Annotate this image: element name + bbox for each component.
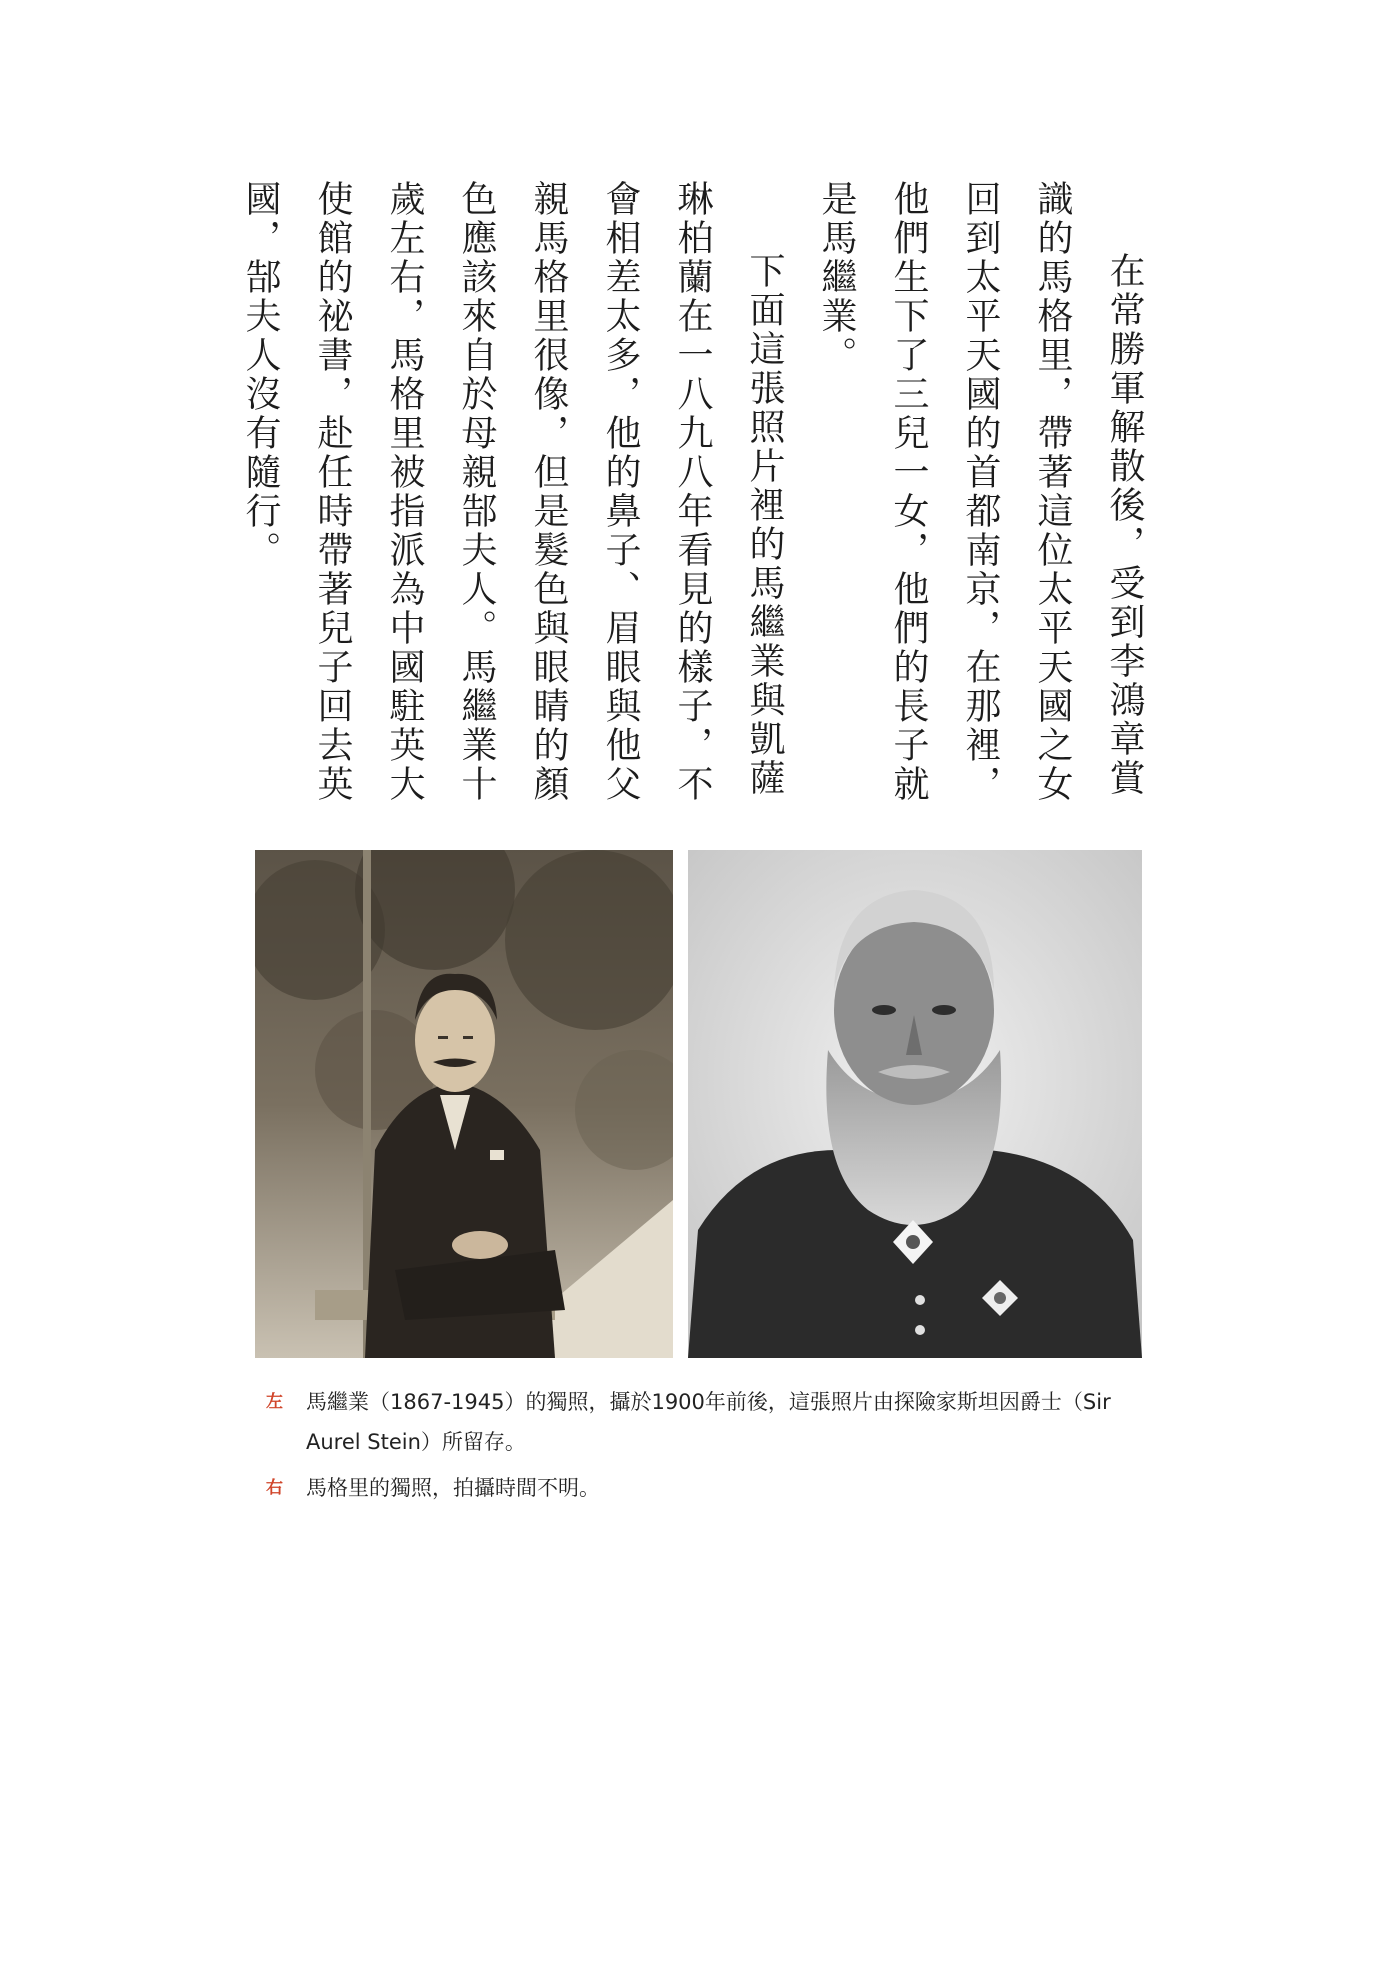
caption-tag-left: 左 <box>266 1392 283 1412</box>
caption-text-right: 馬格里的獨照，拍攝時間不明。 <box>306 1476 600 1500</box>
caption-tag-right: 右 <box>266 1478 283 1498</box>
body-text <box>240 180 1160 820</box>
captions <box>262 1382 1162 1514</box>
photo-right <box>688 850 1142 1358</box>
paragraph-1: 在常勝軍解散後，受到李鴻章賞識的馬格里，帶著這位太平天國之女回到太平天國的首都南京，在那裡，他們生下了三兒一女，他們的長子就是馬繼業。 <box>816 180 1145 804</box>
photo-left <box>255 850 673 1358</box>
caption-left <box>262 1382 1162 1462</box>
caption-right <box>262 1468 1162 1508</box>
paragraph-2: 下面這張照片裡的馬繼業與凱薩琳柏蘭在一八九八年看見的樣子，不會相差太多，他的鼻子、眉眼與他父親馬格里很像，但是髮色與眼睛的顏色應該來自於母親郜夫人。馬繼業十歲左右，馬格里被指派為中國駐英大使館的祕書，赴任時帶著兒子回去英國，郜夫人沒有隨行。 <box>240 180 785 804</box>
caption-text-left: 馬繼業（1867-1945）的獨照，攝於1900年前後，這張照片由探險家斯坦因爵士（Sir Aurel Stein）所留存。 <box>306 1390 1111 1454</box>
